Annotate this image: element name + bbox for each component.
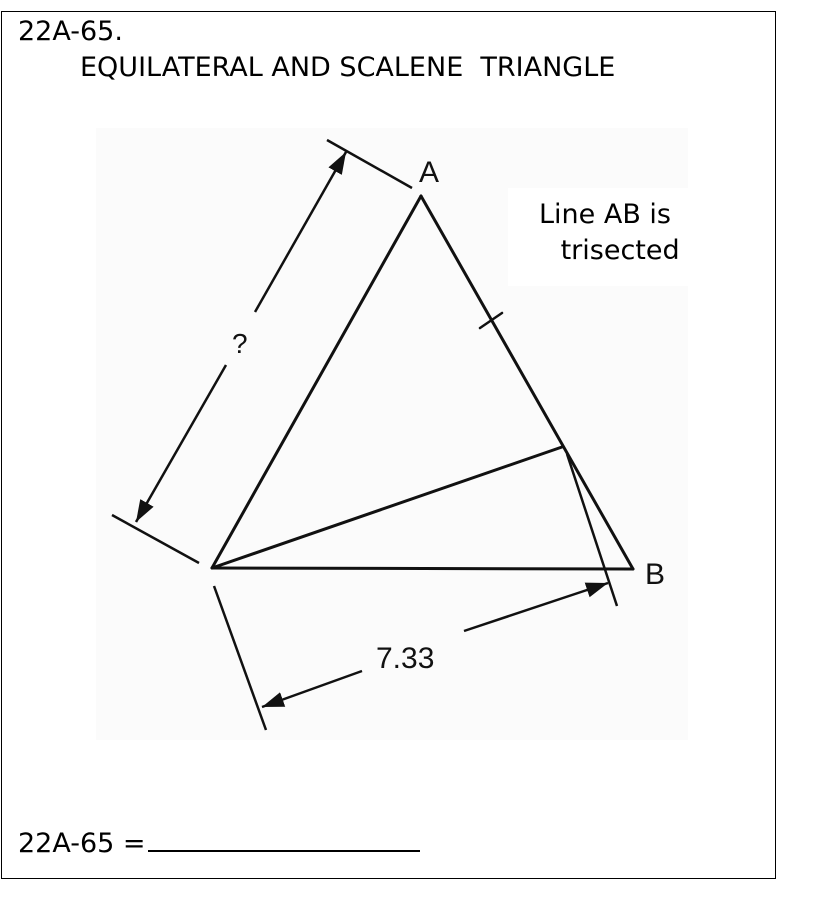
problem-title: EQUILATERAL AND SCALENE TRIANGLE bbox=[80, 52, 616, 83]
unknown-dimension-label: ? bbox=[232, 328, 248, 359]
extension-line-left-lower bbox=[214, 586, 266, 730]
known-dimension-line-left bbox=[262, 671, 362, 707]
answer-row bbox=[18, 826, 420, 861]
unknown-dimension-line-lower bbox=[136, 365, 226, 522]
extension-line-left-upper bbox=[112, 515, 199, 563]
unknown-dimension-line-upper bbox=[255, 152, 346, 312]
known-dimension-label: 7.33 bbox=[376, 642, 435, 675]
problem-number: 22A-65. bbox=[18, 16, 123, 47]
note-line-1: Line AB is bbox=[539, 199, 671, 230]
trisection-segment bbox=[212, 447, 562, 568]
answer-blank[interactable] bbox=[148, 826, 420, 852]
known-dimension-line-right bbox=[464, 583, 608, 631]
trisection-tick-mark bbox=[480, 313, 502, 328]
side-vertex-left-to-b bbox=[212, 568, 633, 569]
vertex-a-label: A bbox=[419, 156, 440, 189]
side-vertex-left-to-a bbox=[212, 196, 421, 568]
vertex-b-label: B bbox=[645, 558, 666, 591]
answer-label: 22A-65 = bbox=[18, 828, 146, 859]
note-line-2: trisected bbox=[552, 235, 680, 266]
